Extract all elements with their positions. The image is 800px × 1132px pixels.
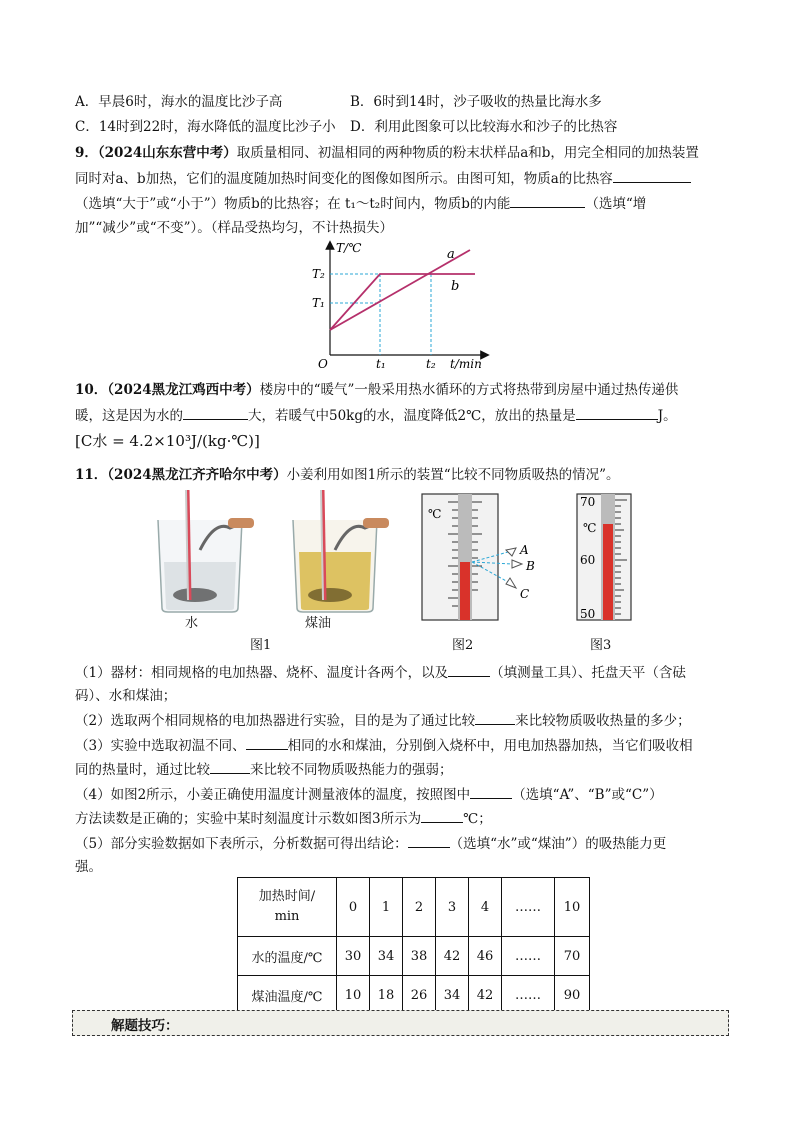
q11-part5 bbox=[75, 833, 666, 854]
table-cell: …… bbox=[502, 976, 555, 1015]
q10-formula: [C水 = 4.2×10³J/(kg·℃)] bbox=[75, 432, 260, 450]
table-cell: 42 bbox=[469, 976, 502, 1015]
table-cell: 42 bbox=[436, 937, 469, 976]
q8-option-b: B．6时到14时，沙子吸收的热量比海水多 bbox=[350, 94, 602, 110]
eye-a-icon bbox=[506, 548, 516, 556]
q11-text1: 小姜利用如图1所示的装置“比较不同物质吸热的情况”。 bbox=[286, 467, 620, 483]
q11-blank5[interactable] bbox=[470, 784, 512, 799]
q9-line1 bbox=[75, 143, 699, 163]
table-row-oil bbox=[238, 976, 590, 1015]
table-cell: 26 bbox=[403, 976, 436, 1015]
q11-p3c: 同的热量时，通过比较 bbox=[75, 762, 210, 778]
fig1-oil-label: 煤油 bbox=[305, 616, 332, 631]
table-cell: 34 bbox=[370, 937, 403, 976]
q9-line3 bbox=[75, 193, 646, 214]
q9-blank2[interactable] bbox=[510, 193, 585, 208]
fig2-unit: ℃ bbox=[428, 507, 442, 521]
q11-blank7[interactable] bbox=[408, 833, 450, 848]
graph-T2: T₂ bbox=[312, 267, 325, 281]
graph-ylabel: T/℃ bbox=[336, 241, 362, 255]
q10-number: 10． bbox=[75, 382, 108, 398]
q11-p4c: 方法读数是正确的；实验中某时刻温度计示数如图3所示为 bbox=[75, 811, 422, 827]
table-cell: 38 bbox=[403, 937, 436, 976]
q10-text2a: 暖，这是因为水的 bbox=[75, 408, 183, 424]
q9-source: （2024山东东营中考） bbox=[97, 145, 237, 161]
graph-label-a: a bbox=[447, 247, 455, 262]
q11-number: 11． bbox=[75, 467, 108, 483]
q11-part4 bbox=[75, 784, 663, 805]
table-cell: 90 bbox=[555, 976, 590, 1015]
q11-p4a: （4）如图2所示，小姜正确使用温度计测量液体的温度，按照图中 bbox=[75, 787, 471, 803]
q9-number: 9． bbox=[75, 145, 98, 161]
oil-label-cell: 煤油温度/℃ bbox=[238, 976, 337, 1015]
graph-t2: t₂ bbox=[426, 357, 436, 370]
line-a bbox=[330, 250, 470, 330]
q11-p3d: 来比较不同物质吸热能力的强弱； bbox=[250, 762, 453, 778]
header-time-unit: min bbox=[274, 909, 300, 924]
header-time-label: 加热时间/ bbox=[258, 889, 316, 904]
q11-part3 bbox=[75, 735, 693, 756]
eye-c-icon bbox=[506, 578, 516, 588]
q10-text2c: J。 bbox=[657, 408, 677, 424]
fig2-a: A bbox=[520, 543, 529, 557]
table-cell: 10 bbox=[337, 976, 370, 1015]
q11-p3a: （3）实验中选取初温不同、 bbox=[75, 738, 246, 754]
q9-blank1[interactable] bbox=[613, 168, 691, 183]
fig1-water-label: 水 bbox=[185, 616, 199, 631]
q9-text1: 取质量相同、初温相同的两种物质的粉末状样品a和b，用完全相同的加热装置 bbox=[236, 145, 699, 161]
fig2-b: B bbox=[526, 559, 535, 573]
q11-p4b: （选填“A”、“B”或“C”） bbox=[512, 787, 663, 803]
fig3-60: 60 bbox=[580, 553, 596, 567]
data-table bbox=[237, 877, 590, 1015]
table-cell: 1 bbox=[370, 878, 403, 937]
q11-p2b: 来比较物质吸收热量的多少； bbox=[515, 713, 691, 729]
table-cell: 30 bbox=[337, 937, 370, 976]
oil-beaker-icon bbox=[293, 490, 389, 612]
table-cell: 70 bbox=[555, 937, 590, 976]
graph-T1: T₁ bbox=[312, 296, 325, 310]
table-row-time bbox=[238, 878, 590, 937]
fig3-50: 50 bbox=[580, 607, 596, 621]
q11-p1c: 码）、水和煤油； bbox=[75, 688, 177, 704]
tips-box bbox=[72, 1010, 729, 1036]
q10-text2b: 大，若暖气中50kg的水，温度降低2℃，放出的热量是 bbox=[248, 408, 576, 424]
figure3-thermometer bbox=[575, 492, 635, 624]
q9-text2: 同时对a、b加热，它们的温度随加热时间变化的图像如图所示。由图可知，物质a的比热容 bbox=[75, 171, 613, 187]
q10-text1: 楼房中的“暖气”一般采用热水循环的方式将热带到房屋中通过热传递供 bbox=[259, 382, 679, 398]
graph-t1: t₁ bbox=[376, 357, 386, 370]
q11-blank2[interactable] bbox=[475, 710, 515, 725]
q10-line1 bbox=[75, 380, 678, 400]
q8-option-a: A．早晨6时，海水的温度比沙子高 bbox=[75, 94, 283, 110]
figure2-thermometer bbox=[420, 492, 540, 624]
water-beaker-icon bbox=[158, 490, 254, 612]
q10-source: （2024黑龙江鸡西中考） bbox=[107, 382, 260, 398]
graph-origin: O bbox=[318, 357, 328, 370]
q11-p5b: （选填“水”或“煤油”）的吸热能力更 bbox=[449, 836, 667, 852]
figure1-beakers bbox=[150, 490, 410, 615]
q11-line1 bbox=[75, 465, 620, 485]
eye-b-icon bbox=[512, 560, 522, 568]
q8-option-d: D．利用此图象可以比较海水和沙子的比热容 bbox=[350, 119, 618, 135]
fig2-caption: 图2 bbox=[452, 638, 474, 653]
q11-p5a: （5）部分实验数据如下表所示，分析数据可得出结论： bbox=[75, 836, 408, 852]
q11-p1a: （1）器材：相同规格的电加热器、烧杯、温度计各两个，以及 bbox=[75, 665, 449, 681]
q11-blank6[interactable] bbox=[421, 808, 463, 823]
table-cell: 46 bbox=[469, 937, 502, 976]
q9-temperature-graph bbox=[290, 240, 490, 370]
q11-p3b: 相同的水和煤油，分别倒入烧杯中，用电加热器加热，当它们吸收相 bbox=[287, 738, 693, 754]
q11-part4b bbox=[75, 808, 492, 829]
q11-part1 bbox=[75, 662, 686, 683]
graph-label-b: b bbox=[451, 279, 460, 294]
fig3-caption: 图3 bbox=[590, 638, 612, 653]
q11-source: （2024黑龙江齐齐哈尔中考） bbox=[107, 467, 287, 483]
q11-p5c: 强。 bbox=[75, 859, 102, 875]
q11-blank4[interactable] bbox=[210, 759, 250, 774]
q11-blank3[interactable] bbox=[246, 735, 288, 750]
header-time-cell bbox=[238, 878, 337, 937]
q10-line2 bbox=[75, 405, 677, 426]
q9-text3a: （选填“大于”或“小于”）物质b的比热容；在 t₁～t₂时间内，物质b的内能 bbox=[75, 196, 511, 212]
table-cell: 2 bbox=[403, 878, 436, 937]
q11-part2 bbox=[75, 710, 691, 731]
fig3-unit: ℃ bbox=[583, 521, 597, 535]
fig1-caption: 图1 bbox=[250, 638, 272, 653]
fig3-70: 70 bbox=[580, 495, 596, 509]
fig2-c: C bbox=[520, 587, 530, 601]
q9-text3b: （选填“增 bbox=[585, 196, 647, 212]
graph-xlabel: t/min bbox=[450, 357, 482, 370]
water-label-cell: 水的温度/℃ bbox=[238, 937, 337, 976]
table-cell: …… bbox=[502, 878, 555, 937]
table-cell: 4 bbox=[469, 878, 502, 937]
q8-option-c: C．14时到22时，海水降低的温度比沙子小 bbox=[75, 119, 336, 135]
q10-blank1[interactable] bbox=[183, 405, 248, 420]
table-row-water bbox=[238, 937, 590, 976]
table-cell: 18 bbox=[370, 976, 403, 1015]
table-cell: 10 bbox=[555, 878, 590, 937]
q9-line2 bbox=[75, 168, 691, 189]
q11-blank1[interactable] bbox=[448, 662, 490, 677]
q11-p1b: （填测量工具）、托盘天平（含砝 bbox=[490, 665, 686, 681]
tips-label: 解题技巧： bbox=[111, 1018, 179, 1034]
q9-line4: 加”“减少”或“不变”）。（样品受热均匀，不计热损失） bbox=[75, 220, 394, 236]
q11-p4d: ℃； bbox=[463, 811, 492, 827]
table-cell: 34 bbox=[436, 976, 469, 1015]
table-cell: …… bbox=[502, 937, 555, 976]
table-cell: 3 bbox=[436, 878, 469, 937]
q11-p2a: （2）选取两个相同规格的电加热器进行实验，目的是为了通过比较 bbox=[75, 713, 476, 729]
table-cell: 0 bbox=[337, 878, 370, 937]
q10-blank2[interactable] bbox=[576, 405, 658, 420]
q11-part3b bbox=[75, 759, 453, 780]
